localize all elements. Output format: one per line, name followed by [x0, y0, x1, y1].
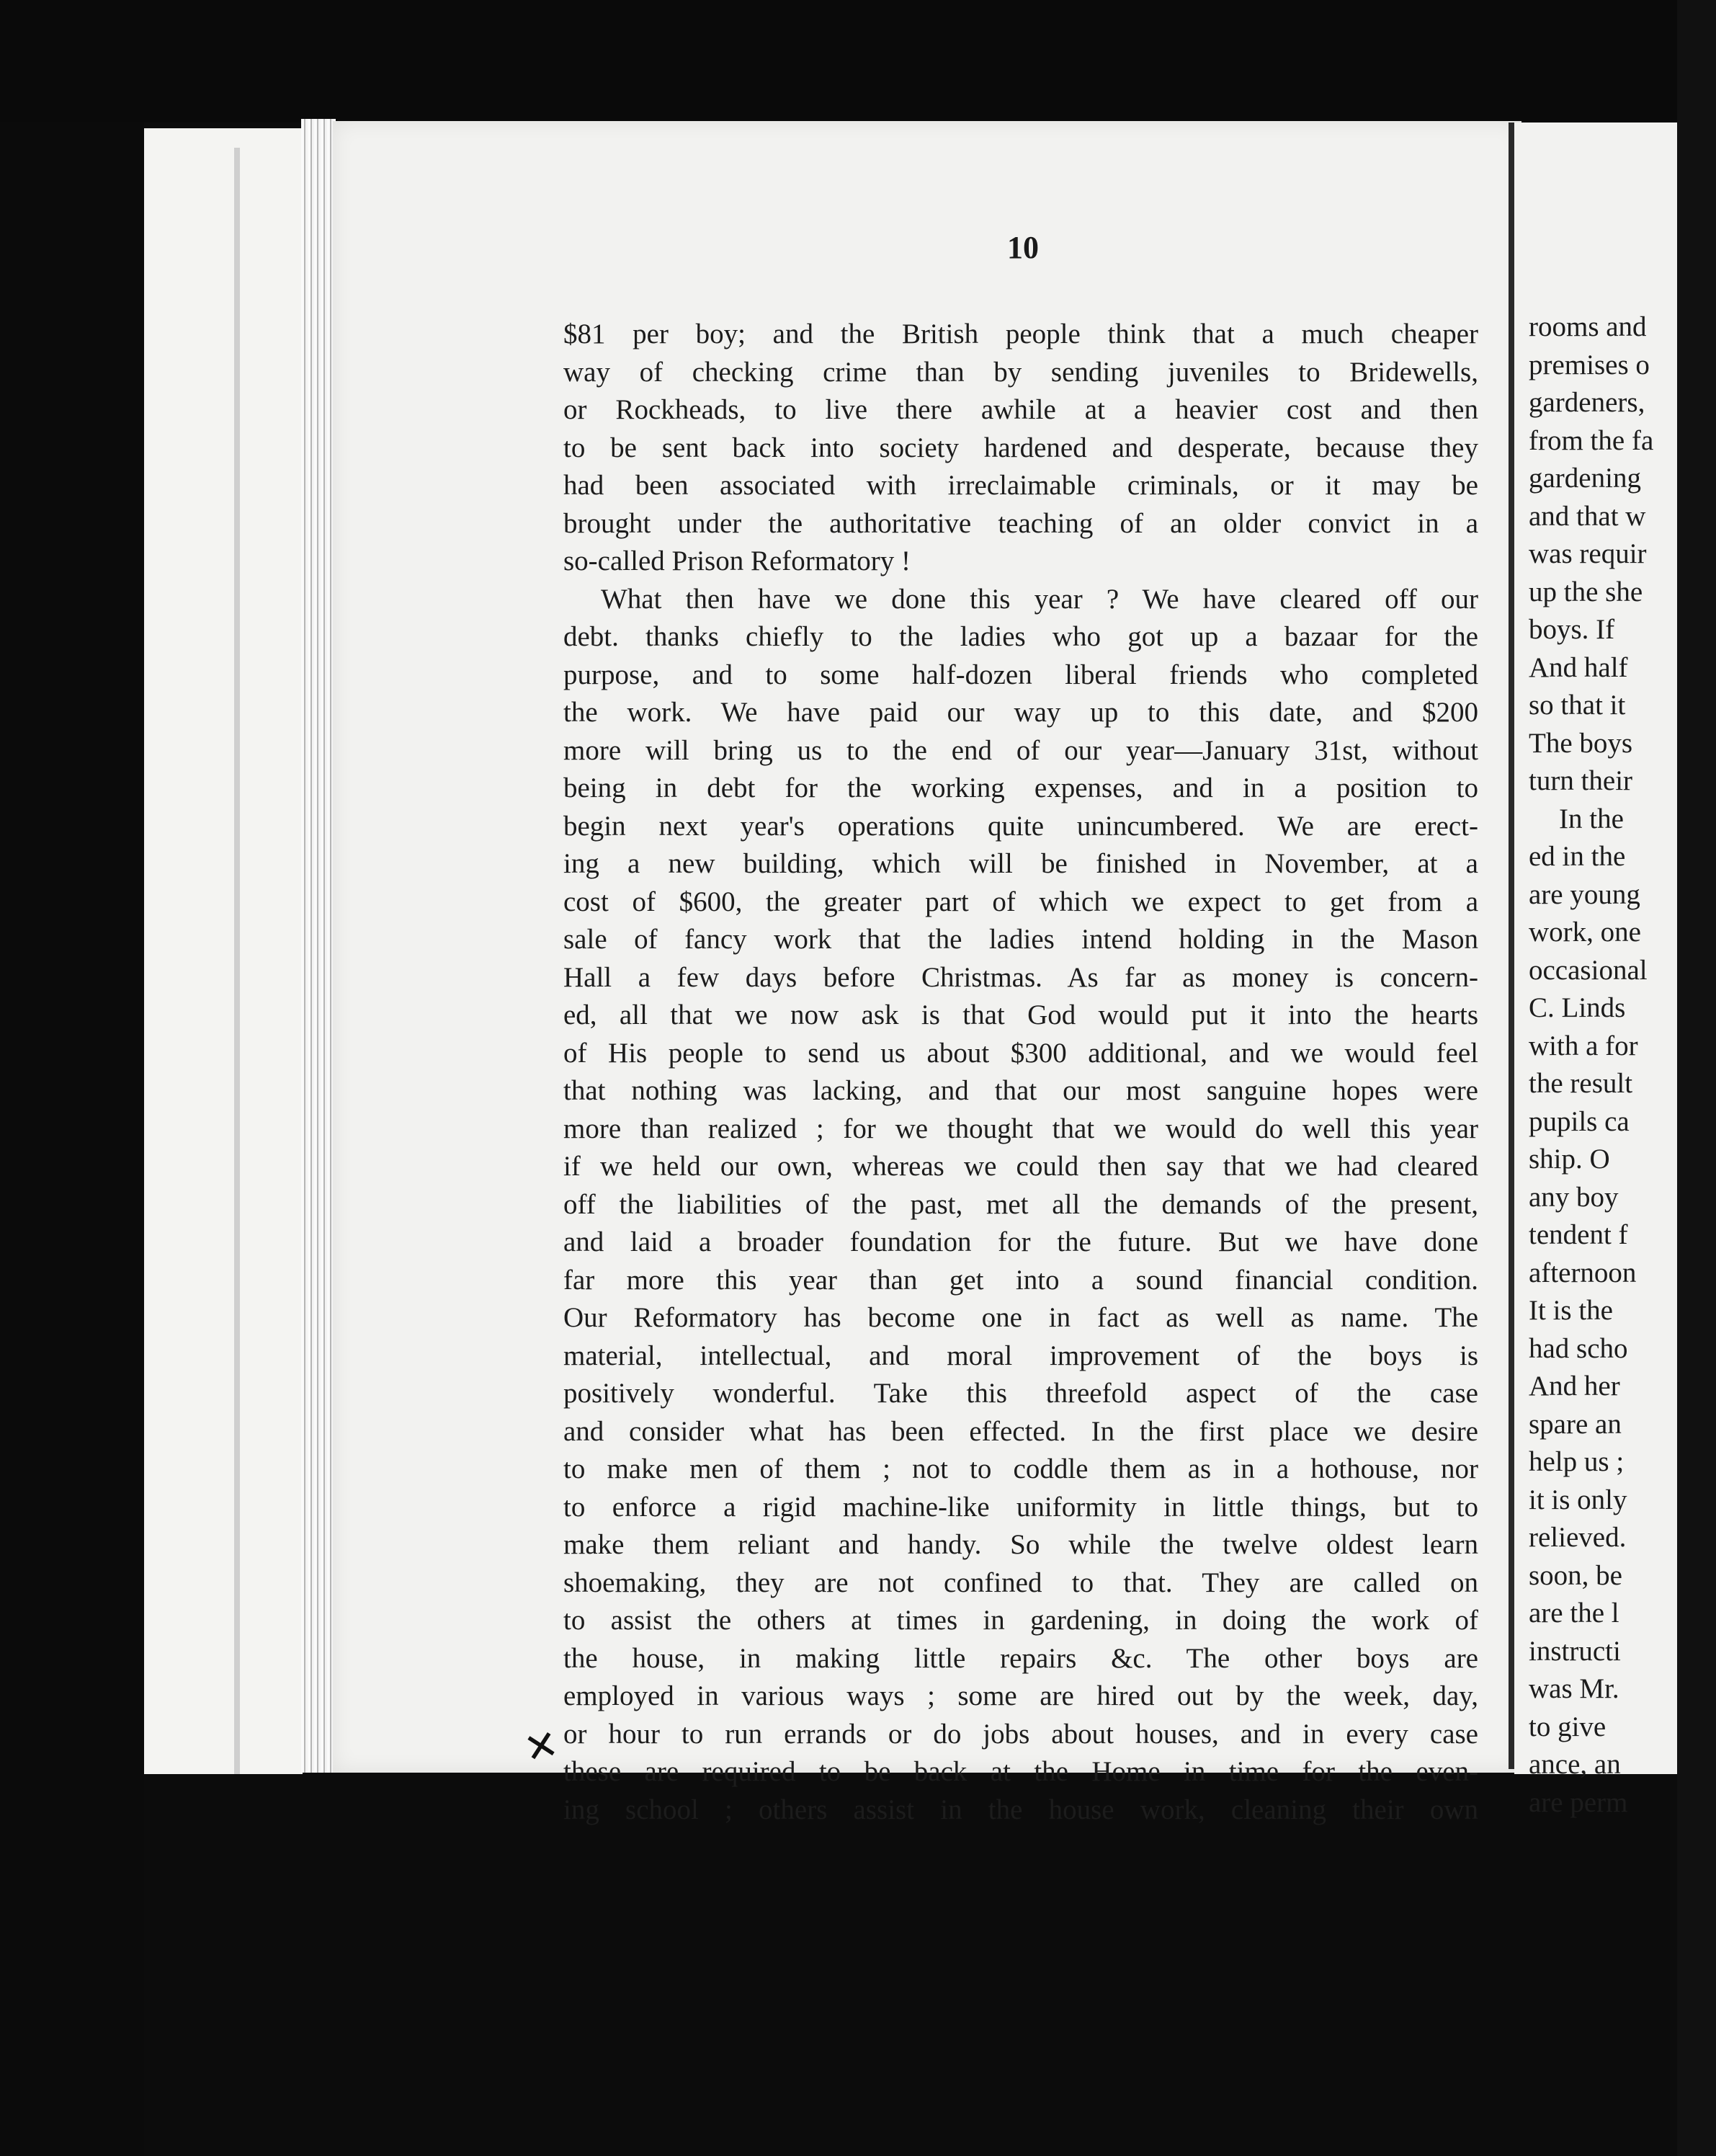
text-line: are the l — [1529, 1598, 1619, 1629]
text-line: way of checking crime than by sending juveniles to Bridewells, — [563, 356, 1478, 388]
text-line: the work. We have paid our way up to this date, and $200 — [563, 697, 1478, 728]
text-line: relieved. — [1529, 1522, 1627, 1553]
text-line: so that it — [1529, 690, 1626, 721]
text-line: soon, be — [1529, 1559, 1622, 1591]
text-line: positively wonderful. Take this threefold aspect of the case — [563, 1378, 1478, 1409]
text-line: of His people to send us about $300 additional, and we would feel — [563, 1037, 1478, 1069]
text-line: instructi — [1529, 1635, 1621, 1667]
text-line: to enforce a rigid machine-like uniformity in little things, but to — [563, 1491, 1478, 1523]
page-number: 10 — [1007, 230, 1039, 265]
text-line: In the — [1559, 803, 1624, 834]
text-line: gardeners, — [1529, 387, 1645, 418]
text-line: What then have we done this year ? We have cleared off our — [601, 583, 1478, 615]
text-line: begin next year's operations quite unincumbered. We are erect- — [563, 810, 1478, 842]
text-line: pupils ca — [1529, 1105, 1630, 1137]
text-line: and laid a broader foundation for the future. But we have done — [563, 1226, 1478, 1257]
text-line: more will bring us to the end of our year—January 31st, without — [563, 734, 1478, 766]
text-line: purpose, and to some half-dozen liberal friends who completed — [563, 659, 1478, 690]
text-line: And her — [1529, 1371, 1620, 1402]
text-line: these are required to be back at the Home in time for the even- — [563, 1756, 1478, 1787]
text-line: ed in the — [1529, 841, 1626, 872]
text-line: shoemaking, they are not confined to that. They are called on — [563, 1567, 1478, 1598]
text-line: cost of $600, the greater part of which we expect to get from a — [563, 886, 1478, 917]
text-line: to assist the others at times in gardening, in doing the work of — [563, 1605, 1478, 1636]
text-line: spare an — [1529, 1408, 1622, 1440]
text-line: was Mr. — [1529, 1673, 1619, 1704]
text-line: rooms and — [1529, 311, 1647, 342]
text-line: premises o — [1529, 349, 1650, 380]
text-line: or hour to run errands or do jobs about houses, and in every case — [563, 1718, 1478, 1750]
book-gutter — [1509, 122, 1514, 1769]
text-line: brought under the authoritative teaching of an older convict in a — [563, 507, 1478, 539]
text-line: off the liabilities of the past, met all the demands of the present, — [563, 1188, 1478, 1220]
text-line: employed in various ways ; some are hired out by the week, day, — [563, 1680, 1478, 1711]
text-line: occasional — [1529, 954, 1648, 986]
text-line: $81 per boy; and the British people think that a much cheaper — [563, 318, 1478, 349]
loose-back-sheet — [144, 128, 303, 1778]
text-line: ed, all that we now ask is that God would put it into the hearts — [563, 999, 1478, 1030]
scanner-background-left — [0, 122, 144, 2156]
text-line: and consider what has been effected. In the first place we desire — [563, 1415, 1478, 1447]
text-line: ing school ; others assist in the house work, cleaning their own — [563, 1794, 1478, 1825]
text-line: turn their — [1529, 765, 1633, 796]
right-page-text-clip — [1514, 122, 1677, 1818]
text-line: had been associated with irreclaimable criminals, or it may be — [563, 470, 1478, 501]
handwritten-x-mark: ✕ — [519, 1720, 563, 1774]
text-line: to make men of them ; not to coddle them as in a hothouse, nor — [563, 1453, 1478, 1484]
back-sheet-fold — [234, 148, 240, 1776]
page-stack-edges — [301, 119, 336, 1773]
text-line: so-called Prison Reformatory ! — [563, 545, 911, 576]
text-line: was requir — [1529, 538, 1647, 569]
page-body-text — [563, 316, 1478, 1829]
text-line: boys. If — [1529, 614, 1615, 645]
text-line: are young — [1529, 878, 1640, 910]
text-line: from the fa — [1529, 424, 1654, 456]
text-line: And half — [1529, 651, 1628, 683]
scanner-background-bottom — [144, 1774, 1677, 2156]
text-line: the house, in making little repairs &c. The other boys are — [563, 1642, 1478, 1674]
text-line: that nothing was lacking, and that our most sanguine hopes were — [563, 1075, 1478, 1106]
text-line: are perm — [1529, 1786, 1628, 1818]
text-line: with a for — [1529, 1030, 1638, 1061]
text-line: Hall a few days before Christmas. As far as money is concern- — [563, 961, 1478, 993]
text-line: C. Linds — [1529, 992, 1626, 1023]
text-line: had scho — [1529, 1332, 1628, 1364]
text-line: tendent f — [1529, 1219, 1628, 1250]
right-page-text — [1529, 308, 1716, 1822]
text-line: to give — [1529, 1711, 1606, 1742]
text-line: The boys — [1529, 727, 1633, 759]
text-line: material, intellectual, and moral improvement of the boys is — [563, 1340, 1478, 1371]
text-line: It is the — [1529, 1295, 1613, 1326]
text-line: and that w — [1529, 500, 1646, 532]
text-line: being in debt for the working expenses, and in a position to — [563, 772, 1478, 803]
text-line: make them reliant and handy. So while the twelve oldest learn — [563, 1529, 1478, 1560]
text-line: gardening — [1529, 463, 1641, 494]
text-line: if we held our own, whereas we could then say that we had cleared — [563, 1151, 1478, 1182]
text-line: help us ; — [1529, 1446, 1625, 1477]
text-line: it is only — [1529, 1484, 1627, 1515]
text-line: ance, an — [1529, 1749, 1621, 1780]
text-line: more than realized ; for we thought that we would do well this year — [563, 1113, 1478, 1144]
text-line: far more this year than get into a sound financial condition. — [563, 1264, 1478, 1296]
text-line: any boy — [1529, 1181, 1619, 1213]
text-line: to be sent back into society hardened and desperate, because they — [563, 432, 1478, 463]
text-line: sale of fancy work that the ladies intend holding in the Mason — [563, 924, 1478, 955]
text-line: ing a new building, which will be finished in November, at a — [563, 848, 1478, 879]
text-line: ship. O — [1529, 1144, 1610, 1175]
text-line: debt. thanks chiefly to the ladies who got up a bazaar for the — [563, 621, 1478, 652]
text-line: or Rockheads, to live there awhile at a heavier cost and then — [563, 394, 1478, 425]
text-line: afternoon — [1529, 1257, 1637, 1288]
scanner-background-top — [0, 0, 1677, 122]
text-line: the result — [1529, 1068, 1633, 1099]
text-line: up the she — [1529, 576, 1643, 607]
text-line: work, one — [1529, 917, 1641, 948]
text-line: Our Reformatory has become one in fact as well as name. The — [563, 1302, 1478, 1333]
